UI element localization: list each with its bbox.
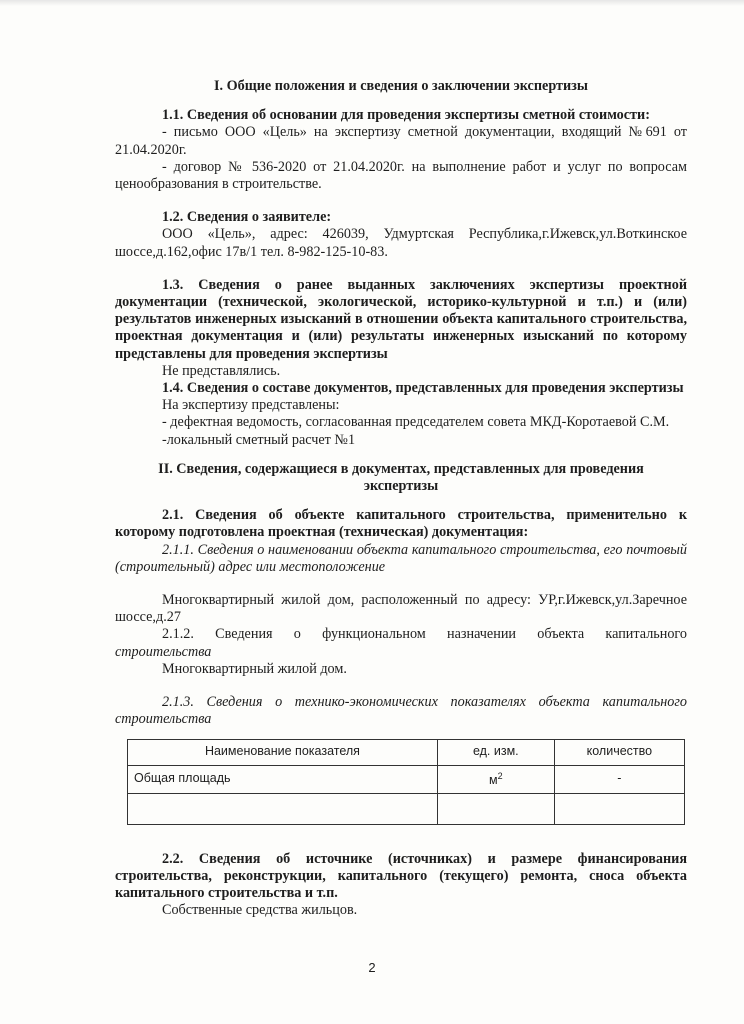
- table-cell-name: Общая площадь: [128, 765, 438, 793]
- table-cell-unit: [437, 793, 554, 824]
- s1-1-heading: 1.1. Сведения об основании для проведения экспертизы сметной стоимости:: [162, 107, 650, 124]
- s2-1-3-heading: 2.1.3. Сведения о технико-экономических показателях объекта капитального строительства: [115, 694, 687, 728]
- s1-4-heading: 1.4. Сведения о составе документов, представленных для проведения экспертизы: [162, 380, 684, 397]
- s1-2-text: ООО «Цель», адрес: 426039, Удмуртская Республика,г.Ижевск,ул.Воткинское шоссе,д.162,офис 17в/1 тел. 8-982-125-10-83.: [115, 226, 687, 260]
- indicators-table: [127, 739, 685, 825]
- table-header-row: [128, 739, 685, 765]
- s1-3-heading: 1.3. Сведения о ранее выданных заключениях экспертизы проектной документации (технической, экологической, историко-культурной и т.п.) и (или) результатов инженерных изысканий в отношении объекта капитального строительства, проектная документация и (или) результаты инженерных изысканий по которому представлены для проведения экспертизы: [115, 276, 687, 362]
- section2-title: II. Сведения, содержащиеся в документах, представленных для проведения экспертизы: [158, 460, 644, 495]
- page-number: 2: [368, 960, 376, 975]
- s2-1-2-heading-a: 2.1.2. Сведения о функциональном назначении объекта капитального: [162, 626, 687, 643]
- table-cell-qty: -: [554, 765, 684, 793]
- s2-1-1-text: Многоквартирный жилой дом, расположенный по адресу: УР,г.Ижевск,ул.Заречное шоссе,д.27: [115, 592, 687, 626]
- s2-1-2-heading-b: строительства: [115, 643, 212, 660]
- table-header-name: Наименование показателя: [128, 739, 438, 765]
- s1-4-intro: На экспертизу представлены:: [162, 397, 340, 414]
- s1-4-item1: - дефектная ведомость, согласованная председателем совета МКД-Коротаевой С.М.: [162, 414, 670, 431]
- s2-1-1-heading: 2.1.1. Сведения о наименовании объекта капитального строительства, его почтовый (строительный) адрес или местоположение: [115, 541, 687, 575]
- s1-3-text: Не представлялись.: [162, 362, 281, 379]
- unit-text: м: [489, 773, 498, 788]
- s2-2-heading: 2.2. Сведения об источнике (источниках) и размере финансирования строительства, реконструкции, капитального (текущего) ремонта, сноса объекта капитального строительства и т.п.: [115, 850, 687, 901]
- s2-1-2-text: Многоквартирный жилой дом.: [162, 660, 347, 677]
- s1-4-item2: -локальный сметный расчет №1: [162, 431, 356, 448]
- document-body: [115, 78, 687, 919]
- s2-1-heading: 2.1. Сведения об объекте капитального строительства, применительно к которому подготовлена проектная (техническая) документация:: [115, 507, 687, 541]
- s2-2-text: Собственные средства жильцов.: [162, 902, 358, 919]
- table-header-qty: количество: [554, 739, 684, 765]
- s1-1-item2: - договор № 536-2020 от 21.04.2020г. на выполнение работ и услуг по вопросам ценообразования в строительстве.: [115, 158, 687, 193]
- table-cell-qty: [554, 793, 684, 824]
- section1-title: I. Общие положения и сведения о заключении экспертизы: [214, 78, 588, 94]
- table-row: [128, 765, 685, 793]
- table-cell-name: [128, 793, 438, 824]
- s1-1-item1: - письмо ООО «Цель» на экспертизу сметной документации, входящий №691 от 21.04.2020г.: [115, 124, 687, 158]
- table-row: [128, 793, 685, 824]
- table-cell-unit: [437, 765, 554, 793]
- s1-2-heading: 1.2. Сведения о заявителе:: [162, 209, 332, 226]
- scan-edge: [0, 0, 744, 6]
- unit-superscript: 2: [497, 771, 503, 782]
- table-header-unit: ед. изм.: [437, 739, 554, 765]
